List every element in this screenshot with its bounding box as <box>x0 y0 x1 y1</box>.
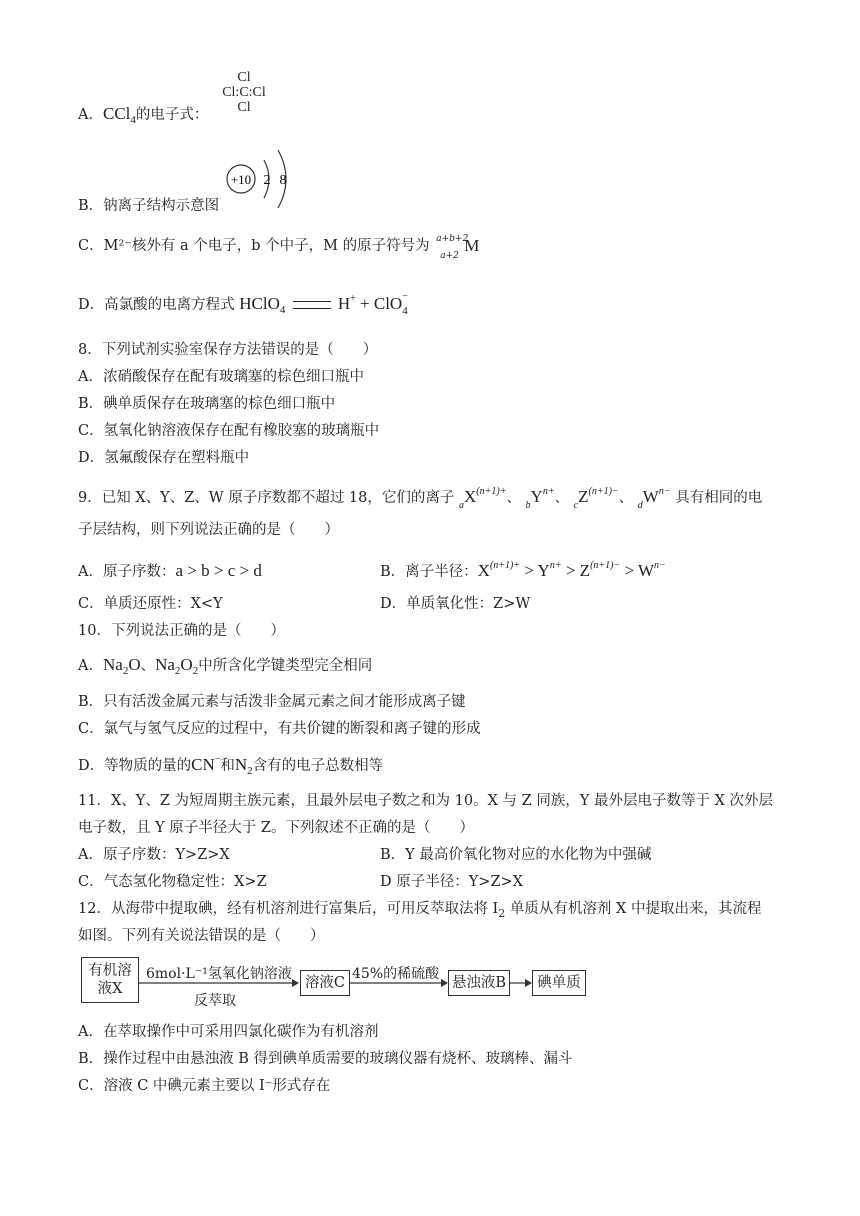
q9-option-b: B．离子半径：$X^{(n+1)+} > Y^{n+} > Z^{(n+1)-} > W^{n-}$ <box>380 560 666 580</box>
ccl4-formula: CCl$_4$ <box>102 104 136 126</box>
nuclide-symbol: a+b+2 a+2 M <box>436 234 480 261</box>
nucleus-charge: +10 <box>230 172 252 187</box>
ion-x: $aX^{(n+1)+}$ <box>459 486 507 511</box>
q7-option-d: D．高氯酸的电离方程式 HClO$_4$ H+ + ClO − 4 <box>78 294 410 317</box>
ion-y: $bY^{n+}$ <box>525 486 555 511</box>
q11-stem-line1: 11．X、Y、Z 为短周期主族元素，且最外层电子数之和为 10。X 与 Z 同族，Y 最外层电子数等于 X 次外层 <box>78 793 774 809</box>
q8-option-d: D．氢氟酸保存在塑料瓶中 <box>78 450 250 466</box>
flow-box-organic-solution-x: 有机溶液X <box>81 957 139 1003</box>
q9-stem-line1: 9．已知 X、Y、Z、W 原子序数都不超过 18，它们的离子 $aX^{(n+1)+}$、 $bY^{n+}$、 $cZ^{(n+1)-}$、 $dW^{n-}$ 具有相同的电 <box>78 486 763 511</box>
q12-stem-line2: 如图。下列有关说法错误的是（ ） <box>78 928 325 944</box>
q11-stem-line2: 电子数，且 Y 原子半径大于 Z。下列叙述不正确的是（ ） <box>78 820 474 836</box>
q10-option-c: C．氯气与氢气反应的过程中，有共价键的断裂和离子键的形成 <box>78 721 481 737</box>
q7-option-b: B．钠离子结构示意图 <box>78 198 220 214</box>
q12-option-c: C．溶液 C 中碘元素主要以 I⁻形式存在 <box>78 1078 331 1094</box>
q7-option-c: C．M²⁻核外有 a 个电子，b 个中子，M 的原子符号为 a+b+2 a+2 M <box>78 236 484 256</box>
q8-option-a: A．浓硝酸保存在配有玻璃塞的棕色细口瓶中 <box>78 369 364 385</box>
flow-box-suspension-b: 悬浊液B <box>448 970 510 996</box>
q10-option-b: B．只有活泼金属元素与活泼非金属元素之间才能形成离子键 <box>78 694 466 710</box>
q12-option-a: A．在萃取操作中可采用四氯化碳作为有机溶剂 <box>78 1024 379 1040</box>
flow-arrow-3 <box>509 977 533 989</box>
shell-2-electrons: 8 <box>279 173 287 188</box>
q11-option-b: B．Y 最高价氧化物对应的水化物为中强碱 <box>380 847 652 863</box>
flow-box-iodine: 碘单质 <box>532 970 586 996</box>
ion-w: $dW^{n-}$ <box>637 486 671 511</box>
q8-option-c: C．氢氧化钠溶液保存在配有橡胶塞的玻璃瓶中 <box>78 423 380 439</box>
flow-arrow-2 <box>349 977 449 989</box>
flow-box-solution-c: 溶液C <box>300 970 350 996</box>
q7-option-a: A．CCl$_4$的电子式： <box>78 104 209 126</box>
q11-option-a: A．原子序数：Y>Z>X <box>78 847 230 863</box>
q8-stem: 8．下列试剂实验室保存方法错误的是（ ） <box>78 342 378 358</box>
q9-stem-line2: 子层结构，则下列说法正确的是（ ） <box>78 522 339 538</box>
ccl4-lewis-structure: Cl Cl:C:Cl Cl <box>222 70 266 115</box>
q12-stem-line1: 12．从海带中提取碘，经有机溶剂进行富集后，可用反萃取法将 $I_2$ 单质从有机溶剂 X 中提取出来，其流程 <box>78 901 762 920</box>
q11-option-c: C．气态氢化物稳定性：X>Z <box>78 874 267 890</box>
q9-option-a: A．原子序数：a > b > c > d <box>78 561 262 580</box>
shell-1-electrons: 2 <box>263 173 271 188</box>
q10-option-d: D．等物质的量的CN−和$N_2$含有的电子总数相等 <box>78 754 384 777</box>
flow-arrow2-top-label: 45%的稀硫酸 <box>352 966 440 982</box>
q9-option-c: C．单质还原性：X<Y <box>78 596 223 612</box>
q9-option-d: D．单质氧化性：Z>W <box>380 596 531 612</box>
q11-option-d: D 原子半径：Y>Z>X <box>380 874 524 890</box>
q8-option-b: B．碘单质保存在玻璃塞的棕色细口瓶中 <box>78 396 336 412</box>
flow-arrow1-top-label: 6mol·L⁻¹氢氧化钠溶液 <box>146 966 292 982</box>
q10-option-a: A．$Na_2O$、$Na_2O_2$中所含化学键类型完全相同 <box>78 655 373 677</box>
q10-stem: 10．下列说法正确的是（ ） <box>78 623 285 639</box>
ionization-equation: HClO$_4$ H+ + ClO − 4 <box>239 291 408 317</box>
q12-option-b: B．操作过程中由悬浊液 B 得到碘单质需要的玻璃仪器有烧杯、玻璃棒、漏斗 <box>78 1051 573 1067</box>
flow-arrow-1 <box>138 977 300 989</box>
flow-arrow1-bottom-label: 反萃取 <box>194 993 236 1009</box>
ion-z: $cZ^{(n+1)-}$ <box>573 486 619 511</box>
